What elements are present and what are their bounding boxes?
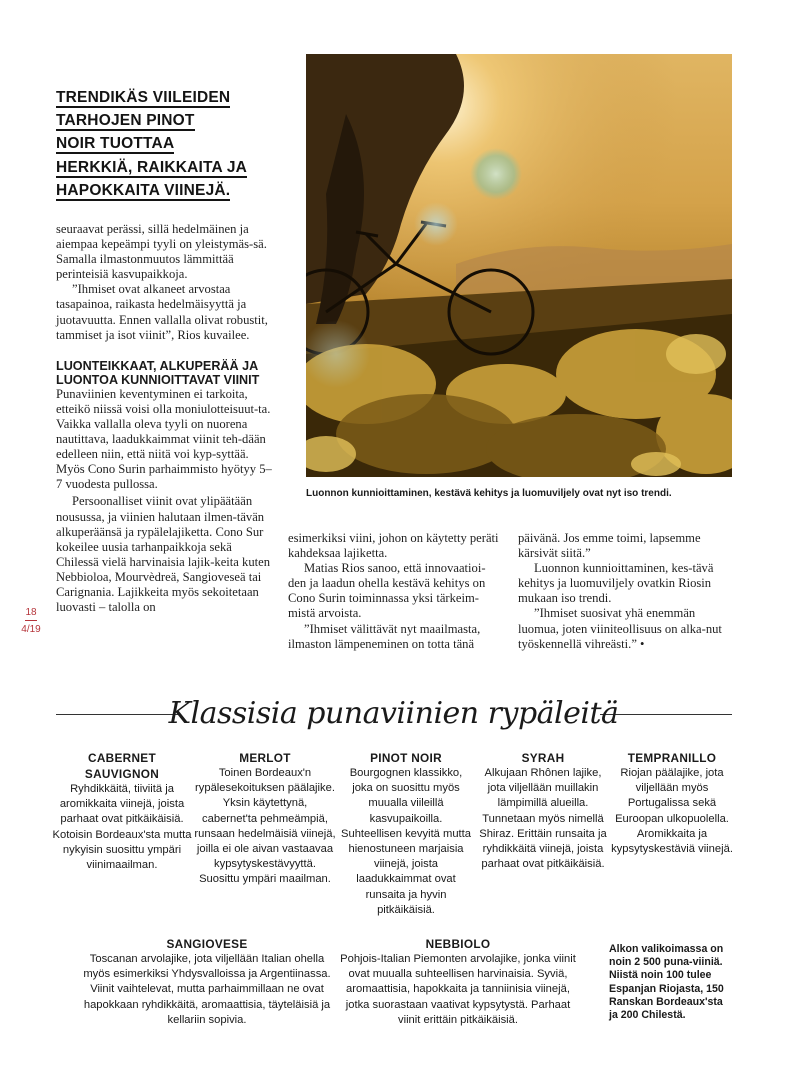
- paragraph: Persoonalliset viinit ovat ylipäätään nousussa, ja viinien halutaan ilmen-tävän alkuperäänsä ja rypälelajiketta. Cono Sur kokeilee uusia tarhanpaikkoja sekä Chilessä vielä harvinaisia lajik-keita kuten Nebbioloa, Mourvèdreä, Sangioveseä tai Carignania. Lajikkeita myös sekoitetaan luovasti – talolla on: [56, 494, 271, 615]
- grape-description: Ryhdikkäitä, tiiviitä ja aromikkaita viinejä, joista parhaat ovat pitkäikäisiä. Kotoisin Bordeaux'sta mutta nykyisin suosittu ympäri viinimaailman.: [52, 783, 192, 872]
- vineyard-photo: [306, 54, 732, 477]
- pull-quote: [56, 86, 268, 202]
- grape-name: CABERNET SAUVIGNON: [84, 751, 160, 781]
- pull-quote-line: TRENDIKÄS VIILEIDEN: [56, 89, 231, 106]
- paragraph: Luonnon kunnioittaminen, kes-tävä kehitys ja luomuviljely ovatkin Riosin mukaan iso trendi.: [518, 561, 714, 606]
- grape-card-cabernet: [52, 750, 192, 873]
- page-number-current: 18: [25, 606, 37, 621]
- paragraph: seuraavat perässi, sillä hedelmäinen ja aiempaa kepeämpi tyyli on yleistymäs-sä. Samalla ilmastonmuutos lämmittää perinteisiä kasvupaikkoja.: [56, 222, 267, 282]
- paragraph: esimerkiksi viini, johon on käytetty peräti kahdeksaa lajiketta.: [288, 531, 499, 561]
- article-column-3: [518, 531, 734, 652]
- grape-card-tempranillo: [610, 750, 734, 857]
- grape-card-nebbiolo: [336, 936, 580, 1028]
- grape-description: Toscanan arvolajike, jota viljellään Italian ohella myös esimerkiksi Yhdysvalloissa ja Argentiinassa. Viinit vaihtelevat, mutta parhaimmillaan ne ovat hapokkaan ryhdikkäitä, aromaattisia, täyteläisiä ja kellariin sopivia.: [83, 953, 331, 1026]
- section-title: Klassisia punaviinien rypäleitä: [168, 696, 619, 731]
- alko-note: Alkon valikoimassa on noin 2 500 puna-viiniä. Niistä noin 100 tulee Espanjan Riojasta, 150 Ranskan Bordeaux'sta ja 200 Chilestä.: [609, 943, 724, 1022]
- grape-card-pinot-noir: [340, 750, 472, 918]
- grape-name: SYRAH: [521, 751, 565, 765]
- pull-quote-line: HERKKIÄ, RAIKKAITA JA: [56, 158, 248, 176]
- issue-number: 4/19: [21, 624, 41, 635]
- grape-description: Alkujaan Rhônen lajike, jota viljellään muillakin lämpimillä alueilla. Tunnetaan myös nimellä Shiraz. Erittäin runsaita ja ryhdikkäitä viinejä, joista parhaat ovat pitkäikäisiä.: [479, 767, 607, 871]
- pull-quote-line: HAPOKKAITA VIINEJÄ.: [56, 181, 231, 199]
- grape-name: NEBBIOLO: [425, 937, 491, 951]
- article-column-1: [56, 222, 272, 615]
- grape-card-syrah: [478, 750, 608, 872]
- page-number: [16, 606, 46, 636]
- paragraph: ”Ihmiset välittävät nyt maailmasta, ilmaston lämpeneminen on totta tänä: [288, 621, 481, 651]
- paragraph: Punaviinien keventyminen ei tarkoita, etteikö niissä voisi olla moniulotteisuut-ta. Vaikka vallalla oleva tyyli on nuorena nautittava, laadukkaimmat viinit teh-dään edelleen niin, että niitä voi kyp-syttää. Myös Cono Surin parhaimmisto hyötyy 5–7 vuodesta pullossa.: [56, 386, 272, 492]
- pull-quote-line: TARHOJEN PINOT: [56, 112, 195, 130]
- grape-card-merlot: [194, 750, 336, 888]
- photo-caption: Luonnon kunnioittaminen, kestävä kehitys ja luomuviljely ovat nyt iso trendi.: [306, 488, 672, 499]
- grape-description: Pohjois-Italian Piemonten arvolajike, jonka viinit ovat muualla suhteellisen harvinaisia. Syviä, aromaattisia, hapokkaita ja tanniinisia viinejä, jotka suorastaan vaativat kypsytystä. Parhaat viinit erittäin pitkäikäisiä.: [340, 953, 576, 1026]
- grape-card-sangiovese: [82, 936, 332, 1028]
- grape-name: PINOT NOIR: [370, 751, 442, 765]
- vineyard-bicycle-image: [306, 54, 732, 477]
- article-column-2: [288, 531, 502, 652]
- paragraph: ”Ihmiset suosivat yhä enemmän luomua, joten viiniteollisuus on alka-nut työskennellä vihreästi.” •: [518, 606, 722, 651]
- paragraph: Matias Rios sanoo, että innovaatioi-den ja laadun ohella kestävä kehitys on Cono Surin toiminnassa yksi tärkeim-mistä arvoista.: [288, 561, 486, 621]
- subheading: LUONTEIKKAAT, ALKUPERÄÄ JA LUONTOA KUNNIOITTAVAT VIINIT: [56, 358, 260, 387]
- grape-name: SANGIOVESE: [166, 937, 248, 951]
- grape-description: Bourgognen klassikko, joka on suosittu myös muualla viileillä kasvupaikoilla. Suhteellisen kevyitä mutta hienostuneen marjaisia viinejä, joista laadukkaimmat ovat runsaita ja hyvin pitkäikäisiä.: [341, 767, 471, 916]
- grape-description: Riojan päälajike, jota viljellään myös Portugalissa sekä Euroopan ulkopuolella. Aromikkaita ja kypsytyskestäviä viinejä.: [611, 767, 733, 856]
- grape-name: MERLOT: [239, 751, 291, 765]
- pull-quote-line: NOIR TUOTTAA: [56, 135, 175, 153]
- grape-name: TEMPRANILLO: [627, 751, 717, 765]
- grape-description: Toinen Bordeaux'n rypälesekoituksen päälajike. Yksin käytettynä, cabernet'ta pehmeämpiä, runsaan hedelmäisiä viinejä, joilla ei ole aivan vastaavaa kypsytyskestävyyttä. Suosittu ympäri maailman.: [194, 767, 336, 886]
- paragraph: päivänä. Jos emme toimi, lapsemme kärsivät siitä.”: [518, 531, 701, 561]
- paragraph: ”Ihmiset ovat alkaneet arvostaa tasapainoa, raikasta hedelmäisyyttä ja juotavuutta. Ennen vallalla olivat robustit, tammiset ja isot viinit”, Rios kuvailee.: [56, 282, 268, 342]
